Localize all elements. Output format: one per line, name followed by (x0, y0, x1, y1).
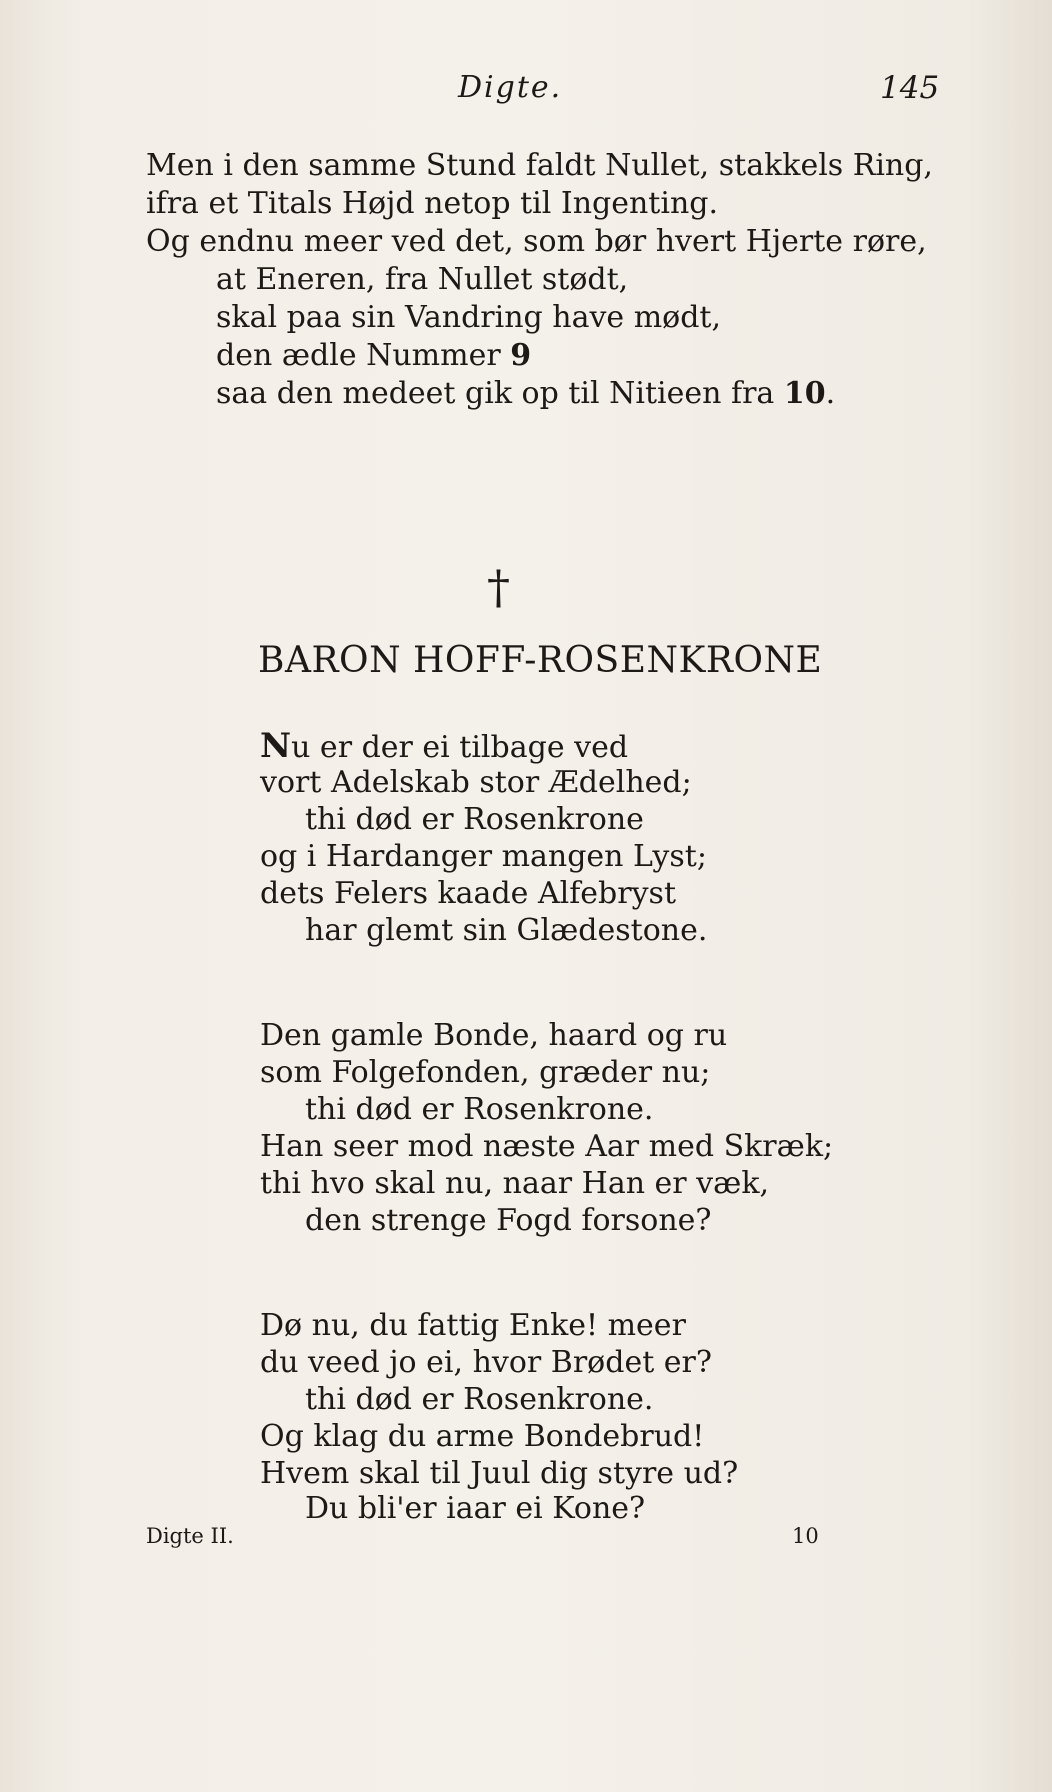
verse-line: thi død er Rosenkrone. (305, 1382, 654, 1417)
verse-line: skal paa sin Vandring have mødt, (216, 300, 722, 335)
gathering-number: 10 (792, 1524, 819, 1548)
verse-text: den ædle Nummer (216, 338, 511, 373)
verse-line: Han seer mod næste Aar med Skræk; (260, 1129, 834, 1164)
verse-punctuation: . (825, 376, 836, 411)
verse-line: thi hvo skal nu, naar Han er væk, (260, 1166, 770, 1201)
verse-line: og i Hardanger mangen Lyst; (260, 839, 707, 874)
verse-line: at Eneren, fra Nullet stødt, (216, 262, 629, 297)
verse-text: saa den medeet gik op til Nitieen fra (216, 376, 784, 411)
verse-line: Men i den samme Stund faldt Nullet, stakkels Ring, (146, 148, 933, 183)
verse-line: som Folgefonden, græder nu; (260, 1055, 711, 1090)
verse-line (216, 376, 835, 412)
verse-line: Dø nu, du fattig Enke! meer (260, 1308, 686, 1343)
verse-line: vort Adelskab stor Ædelhed; (260, 765, 692, 800)
verse-line: thi død er Rosenkrone (305, 802, 644, 837)
page-number: 145 (880, 70, 940, 106)
bold-number: 10 (783, 376, 826, 411)
initial-letter: N (260, 726, 292, 766)
verse-line: Du bli'er iaar ei Kone? (305, 1491, 646, 1526)
verse-line: thi død er Rosenkrone. (305, 1092, 654, 1127)
bold-number: 9 (510, 338, 532, 373)
verse-line (216, 338, 531, 374)
poem-title: BARON HOFF-ROSENKRONE (258, 640, 823, 681)
verse-line: du veed jo ei, hvor Brødet er? (260, 1345, 712, 1380)
running-header-title: Digte. (458, 70, 563, 105)
verse-line: har glemt sin Glædestone. (305, 913, 708, 948)
verse-line (260, 728, 628, 766)
cross-ornament: † (487, 560, 510, 614)
verse-line: ifra et Titals Højd netop til Ingenting. (146, 186, 719, 221)
verse-line: Og klag du arme Bondebrud! (260, 1419, 705, 1454)
verse-text: u er der ei tilbage ved (291, 730, 629, 765)
verse-line: dets Felers kaade Alfebryst (260, 876, 677, 911)
verse-line: Den gamle Bonde, haard og ru (260, 1018, 728, 1053)
verse-line: Hvem skal til Juul dig styre ud? (260, 1456, 739, 1491)
verse-line: den strenge Fogd forsone? (305, 1203, 712, 1238)
verse-line: Og endnu meer ved det, som bør hvert Hjerte røre, (146, 224, 927, 259)
signature-mark: Digte II. (146, 1524, 234, 1548)
